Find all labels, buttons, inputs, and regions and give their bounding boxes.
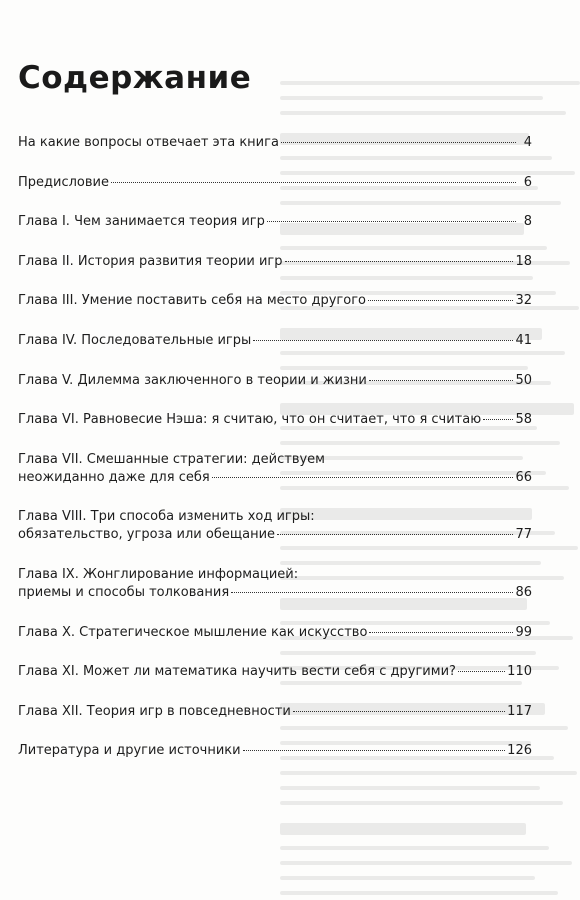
toc-page-number: 8 [523,214,532,230]
show-through-line [280,351,565,355]
toc-page-number: 77 [515,527,532,543]
toc-entry-title: Глава II. История развития теории игр [18,253,283,269]
toc-page-number: 99 [515,624,532,640]
toc-entry-title: Глава III. Умение поставить себя на место другого [18,293,366,309]
toc-entry-title-line-2: обязательство, угроза или обещание [18,527,276,543]
toc-entry-title: Глава XII. Теория игр в повседневности [18,703,291,719]
toc-entry-title: Предисловие [18,174,109,190]
toc-page-number: 50 [515,372,532,388]
show-through-line [280,823,526,835]
show-through-line [280,771,577,775]
toc-entry-chapter-9 [18,566,532,602]
show-through-line [280,786,540,790]
toc-leader-dots [243,750,506,751]
toc-entry-foreword-questions [18,134,532,152]
toc-leader-dots [285,261,514,262]
show-through-line [280,156,552,160]
toc-entry-chapter-1 [18,213,532,231]
toc-page-number: 58 [515,412,532,428]
toc-leader-dots [368,300,513,301]
toc-entry-chapter-3 [18,292,532,310]
toc-leader-dots [458,671,505,672]
toc-page-number: 18 [515,253,532,269]
toc-entry-chapter-5 [18,372,532,390]
toc-leader-dots [483,419,513,420]
toc-page-number: 110 [507,664,532,680]
toc-page-number: 32 [515,293,532,309]
show-through-line [280,81,580,85]
show-through-line [280,681,522,685]
toc-leader-dots [281,142,516,143]
show-through-line [280,96,543,100]
show-through-line [280,726,568,730]
toc-leader-dots [293,711,505,712]
toc-entry-chapter-4 [18,332,532,350]
toc-entry-chapter-8 [18,508,532,544]
show-through-line [280,111,566,115]
toc-entry-title-line-2: приемы и способы толкования [18,585,230,600]
toc-entry-title: Глава VI. Равновесие Нэша: я считаю, что он считает, что я считаю [18,412,482,428]
toc-page-number: 126 [507,743,532,759]
toc-entry-chapter-7 [18,451,532,487]
toc-page-number: 117 [507,703,532,719]
show-through-line [280,891,558,895]
toc-entry-chapter-12 [18,703,532,721]
toc-page-number: 6 [523,174,532,190]
toc-entry-title: Литература и другие источники [18,743,241,759]
toc-entry-title: На какие вопросы отвечает эта книга [18,135,279,150]
toc-leader-dots [212,477,514,478]
toc-entry-references [18,742,532,760]
toc-leader-dots [111,182,516,183]
toc-leader-dots [369,632,513,633]
toc-entry-title-line-1: Глава VIII. Три способа изменить ход игры: [18,509,315,525]
show-through-line [280,276,533,280]
toc-entry-chapter-2 [18,253,532,271]
show-through-line [280,561,541,565]
show-through-line [280,876,535,880]
toc-entry-title: Глава I. Чем занимается теория игр [18,214,265,230]
toc-entry-title: Глава V. Дилемма заключенного в теории и жизни [18,372,367,388]
toc-leader-dots [277,534,513,535]
show-through-line [280,201,561,205]
show-through-line [280,861,572,865]
toc-leader-dots [267,221,516,222]
toc-entry-chapter-11 [18,663,532,681]
toc-entry-chapter-6 [18,411,532,429]
toc-entry-title-line-1: Глава IX. Жонглирование информацией: [18,567,299,582]
toc-page-number: 66 [515,469,532,485]
toc-leader-dots [253,340,513,341]
page-title: Содержание [18,60,252,96]
toc-entry-title-line-1: Глава VII. Смешанные стратегии: действуем [18,451,325,467]
toc-entry-chapter-10 [18,624,532,642]
toc-entry-title: Глава IV. Последовательные игры [18,333,252,348]
toc-entry-preface [18,174,532,192]
toc-entry-title: Глава XI. Может ли математика научить вести себя с другими? [18,664,456,680]
show-through-line [280,246,547,250]
toc-leader-dots [231,592,513,593]
toc-entry-title: Глава X. Стратегическое мышление как искусство [18,624,368,640]
toc-page-number: 41 [515,333,532,348]
toc-page-number: 4 [523,135,532,150]
show-through-line [280,546,578,550]
toc-leader-dots [369,380,514,381]
toc-entry-title-line-2: неожиданно даже для себя [18,469,210,485]
show-through-line [280,366,528,370]
show-through-line [280,846,549,850]
toc-page-number: 86 [515,585,532,600]
show-through-line [280,441,560,445]
show-through-line [280,801,563,805]
show-through-line [280,651,536,655]
